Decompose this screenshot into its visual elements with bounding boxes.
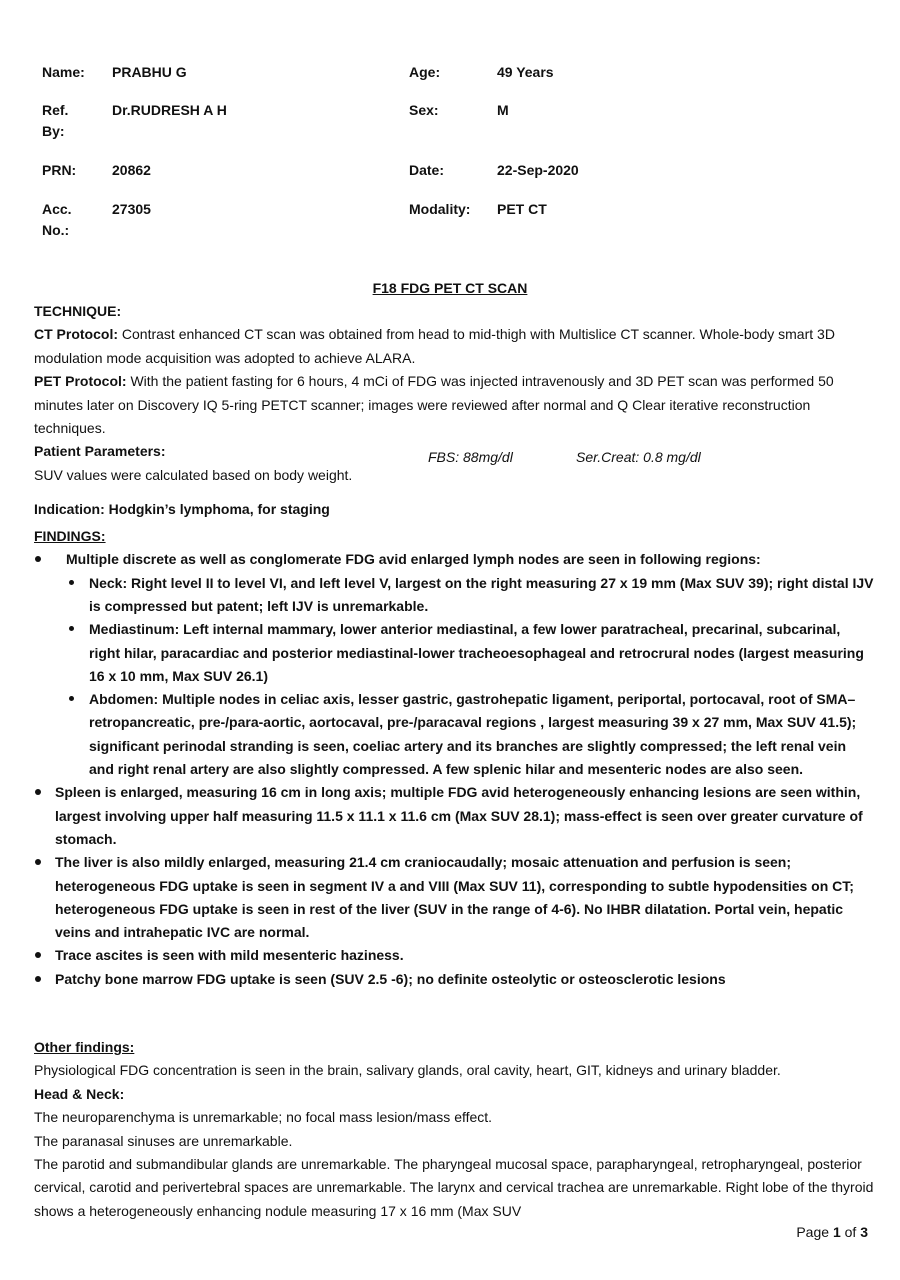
modality-value: PET CT [497,201,547,217]
list-item [34,851,874,944]
neuroparenchyma-text: The neuroparenchyma is unremarkable; no focal mass lesion/mass effect. [34,1109,493,1126]
modality-label: Modality: [409,201,471,217]
exam-header [409,0,709,250]
list-item [55,618,874,688]
fbs-value: FBS: 88mg/dl [428,449,513,465]
lymph-node-regions [34,572,874,782]
technique-heading: TECHNIQUE: [34,303,122,319]
list-item [34,944,874,967]
ref-label: Ref. By: [42,102,69,139]
pet-protocol-label: PET Protocol: [34,373,127,390]
bone-marrow-finding: Patchy bone marrow FDG uptake is seen (SUV 2.5 -6); no definite osteolytic or osteosclerotic lesions [55,970,726,987]
list-item [55,688,874,781]
name-value: PRABHU G [112,64,187,80]
physiological-uptake: Physiological FDG concentration is seen in the brain, salivary glands, oral cavity, heart, GIT, kidneys and urinary bladder. [34,1062,781,1079]
page-number: Page 1 of 3 [796,1224,868,1240]
prn-label: PRN: [42,162,77,178]
spleen-finding: Spleen is enlarged, measuring 16 cm in long axis; multiple FDG avid heterogeneously enhancing lesions are seen within, largest involving upper half measuring 11.5 x 11.1 x 11.6 cm (Max SUV 28.1); mass-effect is seen over greater curvature of stomach. [55,784,863,847]
parotid-text: The parotid and submandibular glands are unremarkable. The pharyngeal mucosal space, parapharyngeal, retropharyngeal, posterior cervical, carotid and perivertebral spaces are unremarkable. The larynx and cervical trachea are unremarkable. Right lobe of the thyroid shows a heterogeneously enhancing nodule measuring 17 x 16 mm (Max SUV [34,1156,874,1219]
liver-finding: The liver is also mildly enlarged, measuring 21.4 cm craniocaudally; mosaic attenuation and perfusion is seen; heterogeneous FDG uptake is seen in segment IV a and VIII (Max SUV 11), corresponding to subtle hypodensities on CT; heterogeneous FDG uptake is seen in rest of the liver (SUV in the range of 4-6). No IHBR dilatation. Portal vein, hepatic veins and intrahepatic IVC are normal. [55,854,854,941]
list-item [34,968,874,991]
name-label: Name: [42,64,85,80]
ascites-finding: Trace ascites is seen with mild mesenteric haziness. [55,947,404,964]
sex-value: M [497,102,509,118]
ct-protocol [34,323,874,370]
ct-protocol-text: Contrast enhanced CT scan was obtained from head to mid-thigh with Multislice CT scanner. Whole-body smart 3D modulation mode acquisition was adopted to achieve ALARA. [34,326,835,366]
lymph-nodes-intro: Multiple discrete as well as conglomerate FDG avid enlarged lymph nodes are seen in following regions: [66,551,761,568]
indication: Indication: Hodgkin’s lymphoma, for staging [34,501,330,517]
patient-parameters-heading: Patient Parameters: [34,443,166,460]
pet-protocol [34,370,874,440]
sex-label: Sex: [409,102,439,118]
ref-value: Dr.RUDRESH A H [112,102,227,118]
prn-value: 20862 [112,162,151,178]
acc-value: 27305 [112,201,151,217]
total-pages: 3 [860,1224,868,1240]
abdomen-finding: Abdomen: Multiple nodes in celiac axis, lesser gastric, gastrohepatic ligament, periportal, portocaval, root of SMA–retropancreatic, pre-/para-aortic, aortocaval, pre-/paracaval regions , largest measuring 39 x 27 mm, Max SUV 41.5); significant perinodal stranding is seen, coeliac artery and its branches are slightly compressed; the left renal vein and right renal artery are also slightly compressed. A few splenic hilar and mesenteric nodes are also seen. [89,691,857,778]
report-title: F18 FDG PET CT SCAN [372,280,528,296]
list-item [34,548,874,781]
neck-finding: Neck: Right level II to level VI, and left level V, largest on the right measuring 27 x 19 mm (Max SUV 39); right distal IJV is compressed but patent; left IJV is unremarkable. [89,574,874,614]
acc-label: Acc. No.: [42,201,72,238]
pet-protocol-text: With the patient fasting for 6 hours, 4 mCi of FDG was injected intravenously and 3D PET scan was performed 50 minutes later on Discovery IQ 5-ring PETCT scanner; images were reviewed after normal and Q Clear iterative reconstruction techniques. [34,373,834,437]
sinuses-text: The paranasal sinuses are unremarkable. [34,1132,293,1149]
list-item [34,781,874,851]
age-value: 49 Years [497,64,554,80]
other-findings-section [34,1036,874,1223]
ct-protocol-label: CT Protocol: [34,326,118,343]
mediastinum-finding: Mediastinum: Left internal mammary, lower anterior mediastinal, a few lower paratracheal, precarinal, subcarinal, right hilar, paracardiac and posterior mediastinal-lower tracheoesophageal and retrocrural nodes (largest measuring 16 x 10 mm, Max SUV 26.1) [89,621,864,684]
date-value: 22-Sep-2020 [497,162,579,178]
patient-header [42,0,462,250]
findings-heading: FINDINGS: [34,528,106,544]
findings-list [34,548,874,991]
creatinine-value: Ser.Creat: 0.8 mg/dl [576,449,701,465]
list-item [55,572,874,619]
current-page: 1 [832,1224,841,1240]
other-findings-heading: Other findings: [34,1039,135,1055]
patient-parameters-text: SUV values were calculated based on body weight. [34,466,353,483]
date-label: Date: [409,162,445,178]
findings-section [34,525,874,991]
head-neck-heading: Head & Neck: [34,1085,125,1102]
age-label: Age: [409,64,441,80]
